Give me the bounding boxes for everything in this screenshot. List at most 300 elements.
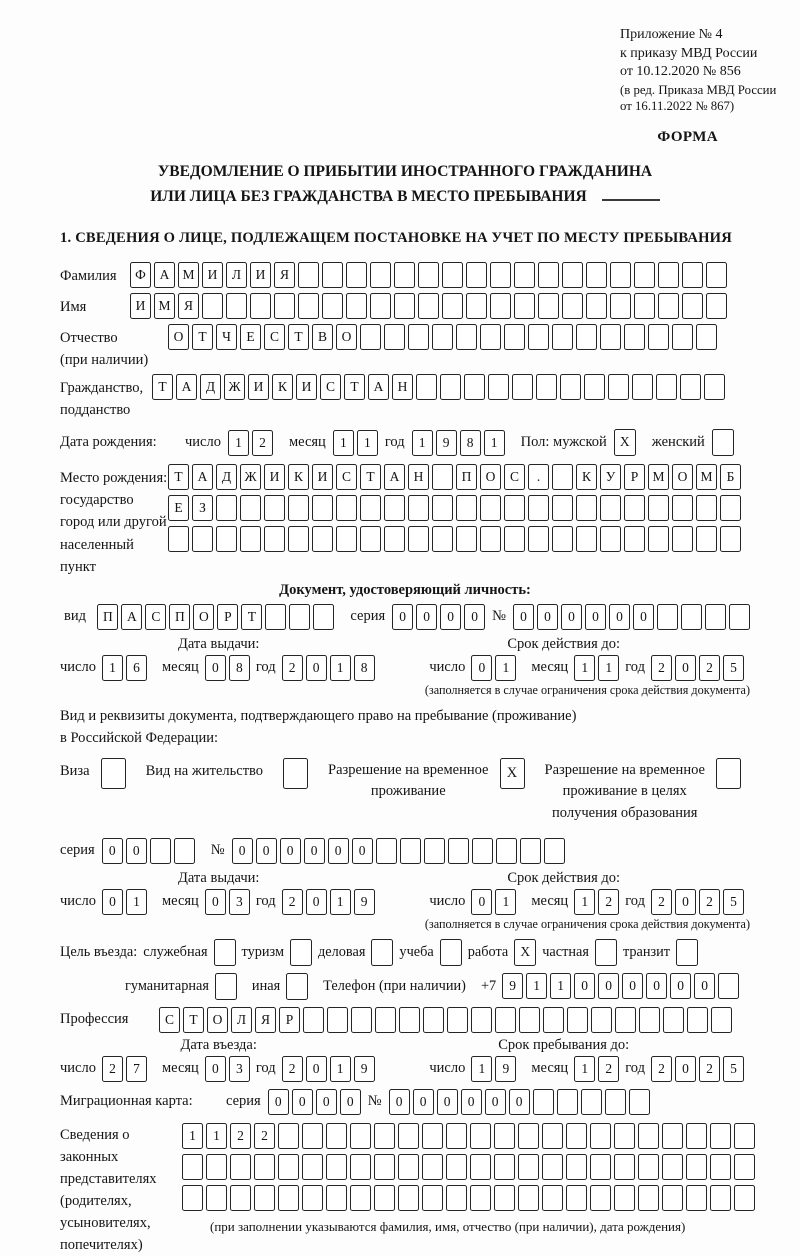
char-box: [398, 1185, 419, 1211]
char-box: Т: [288, 324, 309, 350]
profession-label: Профессия: [60, 1011, 129, 1028]
char-box: [504, 526, 525, 552]
char-box: 1: [102, 655, 123, 681]
permit-issue-month: [205, 889, 250, 915]
char-box: [327, 1007, 348, 1033]
char-box: 0: [280, 838, 301, 864]
char-box: [226, 293, 247, 319]
char-box: 1: [550, 973, 571, 999]
char-box: [605, 1089, 626, 1115]
char-box: 8: [229, 655, 250, 681]
char-box: [150, 838, 171, 864]
char-box: [518, 1123, 539, 1149]
char-box: [370, 262, 391, 288]
char-box: .: [528, 464, 549, 490]
stay-until-header: Срок пребывания до:: [498, 1036, 630, 1053]
char-box: [543, 1007, 564, 1033]
char-box: [472, 838, 493, 864]
char-box: 1: [330, 1056, 351, 1082]
purpose-label: Цель въезда:: [60, 943, 138, 960]
char-box: [418, 293, 439, 319]
char-box: О: [672, 464, 693, 490]
field-id-doc: [60, 604, 750, 630]
char-box: [639, 1007, 660, 1033]
char-box: [586, 262, 607, 288]
citizenship-boxes: [152, 374, 725, 400]
char-box: А: [192, 464, 213, 490]
char-box: [312, 495, 333, 521]
purpose-official-label: служебная: [143, 943, 208, 960]
char-box: [216, 526, 237, 552]
form-title: [60, 159, 750, 209]
char-box: [254, 1154, 275, 1180]
char-box: 1: [484, 430, 505, 456]
char-box: [552, 526, 573, 552]
char-box: [418, 262, 439, 288]
char-box: 2: [230, 1123, 251, 1149]
section-1-title: 1. СВЕДЕНИЯ О ЛИЦЕ, ПОДЛЕЖАЩЕМ ПОСТАНОВКЕ НА УЧЕТ ПО МЕСТУ ПРЕБЫВАНИЯ: [60, 230, 732, 247]
char-box: С: [504, 464, 525, 490]
char-box: 0: [292, 1089, 313, 1115]
id-doc-dates: Дата выдачи: число 1 6 месяц 0 8 год 2 0 1 8 Срок действия до: число 0 1 месяц 1 1 год 2 0 2 5: [60, 636, 750, 681]
char-box: 1: [228, 430, 249, 456]
entry-month: [205, 1056, 250, 1082]
purpose-business-checkbox: [371, 939, 393, 966]
char-box: [711, 1007, 732, 1033]
char-box: 0: [675, 889, 696, 915]
issue-date-header: Дата выдачи:: [177, 635, 260, 652]
birth-place-row3-boxes: [168, 526, 741, 552]
permit-type-row: [60, 758, 750, 825]
birth-day-boxes: [228, 430, 273, 456]
valid-until-header: Срок действия до:: [507, 635, 621, 652]
char-box: [298, 293, 319, 319]
char-box: [608, 374, 629, 400]
char-box: 0: [205, 889, 226, 915]
id-issue-year: [282, 655, 375, 681]
char-box: Б: [720, 464, 741, 490]
char-box: 0: [413, 1089, 434, 1115]
char-box: [182, 1154, 203, 1180]
char-box: Р: [624, 464, 645, 490]
annex-line: от 10.12.2020 № 856: [620, 64, 741, 80]
char-box: 3: [229, 1056, 250, 1082]
char-box: Н: [408, 464, 429, 490]
char-box: [720, 495, 741, 521]
char-box: А: [176, 374, 197, 400]
char-box: [706, 262, 727, 288]
char-box: [672, 526, 693, 552]
char-box: 2: [282, 1056, 303, 1082]
char-box: [734, 1185, 755, 1211]
char-box: [672, 495, 693, 521]
char-box: 9: [436, 430, 457, 456]
id-doc-header: Документ, удостоверяющий личность:: [279, 581, 531, 598]
char-box: С: [264, 324, 285, 350]
char-box: [710, 1185, 731, 1211]
char-box: [206, 1154, 227, 1180]
char-box: 1: [330, 655, 351, 681]
char-box: 2: [598, 1056, 619, 1082]
purpose-study-label: учеба: [399, 943, 434, 960]
patronymic-label: Отчество (при наличии): [60, 330, 149, 369]
given-name-boxes: [130, 293, 727, 319]
number-sign: №: [492, 608, 506, 625]
char-box: [538, 262, 559, 288]
char-box: 2: [102, 1056, 123, 1082]
char-box: [624, 526, 645, 552]
char-box: [206, 1185, 227, 1211]
char-box: 0: [670, 973, 691, 999]
char-box: [680, 374, 701, 400]
char-box: [495, 1007, 516, 1033]
char-box: 1: [574, 1056, 595, 1082]
char-box: [336, 526, 357, 552]
char-box: [536, 374, 557, 400]
char-box: [686, 1154, 707, 1180]
char-box: [734, 1123, 755, 1149]
char-box: И: [296, 374, 317, 400]
char-box: П: [456, 464, 477, 490]
char-box: [518, 1185, 539, 1211]
purpose-humanitarian-checkbox: [215, 973, 237, 1000]
char-box: [423, 1007, 444, 1033]
char-box: 2: [651, 1056, 672, 1082]
surname-label: Фамилия: [60, 268, 117, 285]
char-box: [174, 838, 195, 864]
char-box: 1: [495, 655, 516, 681]
year-label: год: [384, 434, 405, 451]
char-box: [657, 604, 678, 630]
char-box: [638, 1123, 659, 1149]
char-box: Е: [240, 324, 261, 350]
phone-prefix: +7: [480, 977, 497, 994]
birth-month-boxes: [333, 430, 378, 456]
birth-year-boxes: [412, 430, 505, 456]
char-box: К: [272, 374, 293, 400]
char-box: 0: [509, 1089, 530, 1115]
char-box: [322, 293, 343, 319]
char-box: [614, 1123, 635, 1149]
purpose-other-checkbox: [286, 973, 308, 1000]
char-box: 0: [306, 1056, 327, 1082]
sex-male-label: Пол: мужской: [520, 434, 607, 451]
visa-label: Виза: [60, 762, 90, 779]
char-box: [376, 838, 397, 864]
char-box: 1: [598, 655, 619, 681]
given-name-label: Имя: [60, 299, 87, 316]
char-box: 0: [306, 655, 327, 681]
char-box: [470, 1154, 491, 1180]
char-box: [374, 1123, 395, 1149]
permit-expiry-year: [651, 889, 744, 915]
char-box: [638, 1185, 659, 1211]
residence-doc-line2: в Российской Федерации:: [60, 730, 219, 747]
char-box: [240, 495, 261, 521]
residence-doc-line1: Вид и реквизиты документа, подтверждающего право на пребывание (проживание): [60, 707, 577, 724]
doc-type-label: вид: [64, 608, 86, 625]
char-box: [384, 495, 405, 521]
char-box: [312, 526, 333, 552]
purpose-tourism-label: туризм: [241, 943, 285, 960]
char-box: 8: [354, 655, 375, 681]
char-box: [422, 1185, 443, 1211]
sex-female-checkbox: [712, 429, 734, 456]
char-box: [729, 604, 750, 630]
char-box: [696, 495, 717, 521]
char-box: Д: [200, 374, 221, 400]
surname-boxes: [130, 262, 727, 288]
char-box: [264, 495, 285, 521]
field-migration-card: [60, 1089, 750, 1115]
char-box: [520, 838, 541, 864]
char-box: О: [480, 464, 501, 490]
char-box: Р: [279, 1007, 300, 1033]
char-box: [662, 1123, 683, 1149]
temp-residence-checkbox: X: [500, 758, 525, 789]
purpose-row-2: [125, 973, 750, 1000]
purpose-work-label: работа: [467, 943, 509, 960]
char-box: [182, 1185, 203, 1211]
char-box: [576, 324, 597, 350]
birth-place-row1-boxes: [168, 464, 741, 490]
char-box: [456, 526, 477, 552]
char-box: [480, 324, 501, 350]
char-box: [557, 1089, 578, 1115]
profession-boxes: [159, 1007, 732, 1033]
doc-type-boxes: [97, 604, 334, 630]
char-box: 0: [464, 604, 485, 630]
char-box: Д: [216, 464, 237, 490]
char-box: 0: [340, 1089, 361, 1115]
char-box: [624, 495, 645, 521]
char-box: [398, 1154, 419, 1180]
purpose-transit-label: транзит: [622, 943, 671, 960]
char-box: [456, 495, 477, 521]
expiry-note: (заполняется в случае ограничения срока действия документа): [424, 916, 750, 931]
char-box: [662, 1185, 683, 1211]
char-box: Н: [392, 374, 413, 400]
char-box: [600, 324, 621, 350]
char-box: Р: [217, 604, 238, 630]
char-box: 0: [598, 973, 619, 999]
purpose-official-checkbox: [214, 939, 236, 966]
char-box: 1: [206, 1123, 227, 1149]
representatives-row2-boxes: [182, 1154, 755, 1180]
char-box: [360, 495, 381, 521]
char-box: [552, 495, 573, 521]
char-box: [394, 262, 415, 288]
char-box: [480, 495, 501, 521]
char-box: [590, 1185, 611, 1211]
char-box: [288, 495, 309, 521]
char-box: 2: [254, 1123, 275, 1149]
char-box: [542, 1123, 563, 1149]
char-box: Е: [168, 495, 189, 521]
birth-place-label: Место рождения: государство город или другой населенный пункт: [60, 470, 168, 575]
char-box: [398, 1123, 419, 1149]
permit-series-boxes: [102, 838, 195, 864]
phone-label: Телефон (при наличии): [323, 977, 466, 994]
char-box: [696, 526, 717, 552]
temp-residence-label: Разрешение на временное проживание: [328, 761, 489, 800]
char-box: 0: [461, 1089, 482, 1115]
char-box: [576, 495, 597, 521]
char-box: 7: [126, 1056, 147, 1082]
char-box: [278, 1123, 299, 1149]
char-box: 9: [502, 973, 523, 999]
char-box: 6: [126, 655, 147, 681]
char-box: [687, 1007, 708, 1033]
char-box: [590, 1154, 611, 1180]
char-box: Я: [178, 293, 199, 319]
purpose-private-label: частная: [542, 943, 589, 960]
char-box: С: [320, 374, 341, 400]
char-box: [600, 526, 621, 552]
residence-permit-label: Вид на жительство: [145, 762, 264, 779]
char-box: 0: [256, 838, 277, 864]
char-box: [705, 604, 726, 630]
char-box: 1: [471, 1056, 492, 1082]
char-box: Ч: [216, 324, 237, 350]
char-box: 2: [282, 889, 303, 915]
char-box: [360, 324, 381, 350]
representatives-label: Сведения о законных представителях (родителях, усыновителях, попечителях): [60, 1126, 157, 1253]
char-box: К: [576, 464, 597, 490]
char-box: [686, 1123, 707, 1149]
series-label: серия: [60, 842, 95, 859]
temp-residence-edu-label: Разрешение на временное проживание в целях получения образования: [544, 761, 705, 822]
char-box: М: [154, 293, 175, 319]
char-box: 1: [333, 430, 354, 456]
id-expiry-year: [651, 655, 744, 681]
char-box: [274, 293, 295, 319]
char-box: [552, 324, 573, 350]
char-box: [672, 324, 693, 350]
char-box: [432, 324, 453, 350]
char-box: [192, 526, 213, 552]
char-box: 0: [622, 973, 643, 999]
char-box: [422, 1154, 443, 1180]
char-box: [533, 1089, 554, 1115]
char-box: 1: [357, 430, 378, 456]
char-box: [446, 1154, 467, 1180]
char-box: [682, 262, 703, 288]
char-box: [519, 1007, 540, 1033]
annex-block: [620, 26, 800, 115]
char-box: [351, 1007, 372, 1033]
sex-female-label: женский: [651, 434, 705, 451]
char-box: 0: [513, 604, 534, 630]
char-box: [326, 1185, 347, 1211]
char-box: 0: [126, 838, 147, 864]
permit-dates: Дата выдачи: число 0 1 месяц 0 3 год 2 0 1 9 Срок действия до: число 0 1 месяц 1 2 год 2 0 2 5: [60, 870, 750, 915]
char-box: Т: [183, 1007, 204, 1033]
char-box: 0: [485, 1089, 506, 1115]
char-box: [634, 262, 655, 288]
char-box: [538, 293, 559, 319]
char-box: 0: [561, 604, 582, 630]
birth-place-row2-boxes: [168, 495, 741, 521]
purpose-humanitarian-label: гуманитарная: [125, 977, 209, 994]
char-box: [384, 526, 405, 552]
char-box: [734, 1154, 755, 1180]
char-box: В: [312, 324, 333, 350]
number-sign: №: [210, 842, 225, 859]
char-box: [466, 262, 487, 288]
annex-line: Приложение № 4: [620, 27, 723, 42]
char-box: 0: [102, 889, 123, 915]
char-box: 9: [354, 889, 375, 915]
permit-number-boxes: [232, 838, 565, 864]
char-box: 0: [646, 973, 667, 999]
char-box: У: [600, 464, 621, 490]
char-box: [400, 838, 421, 864]
char-box: [656, 374, 677, 400]
id-issue-month: [205, 655, 250, 681]
char-box: [302, 1154, 323, 1180]
field-surname: [60, 262, 750, 288]
char-box: 0: [675, 655, 696, 681]
entry-day: [102, 1056, 147, 1082]
purpose-work-checkbox: X: [514, 939, 536, 966]
char-box: [313, 604, 334, 630]
char-box: 2: [651, 655, 672, 681]
char-box: И: [250, 262, 271, 288]
char-box: [466, 293, 487, 319]
char-box: [504, 495, 525, 521]
char-box: [615, 1007, 636, 1033]
char-box: [648, 324, 669, 350]
char-box: [590, 1123, 611, 1149]
char-box: И: [264, 464, 285, 490]
char-box: [374, 1185, 395, 1211]
char-box: [470, 1123, 491, 1149]
day-label: число: [185, 434, 221, 451]
char-box: С: [336, 464, 357, 490]
char-box: [504, 324, 525, 350]
char-box: 2: [699, 889, 720, 915]
char-box: [350, 1123, 371, 1149]
char-box: А: [121, 604, 142, 630]
representatives-note: (при заполнении указываются фамилия, имя, отчество (при наличии), дата рождения): [210, 1218, 686, 1234]
char-box: 0: [268, 1089, 289, 1115]
month-label: месяц: [288, 434, 326, 451]
char-box: [254, 1185, 275, 1211]
char-box: [490, 262, 511, 288]
char-box: 0: [440, 604, 461, 630]
char-box: [682, 293, 703, 319]
char-box: [566, 1123, 587, 1149]
char-box: [471, 1007, 492, 1033]
char-box: [456, 324, 477, 350]
char-box: И: [130, 293, 151, 319]
annex-amendment-line: от 16.11.2022 № 867): [620, 99, 735, 114]
series-label: серия: [350, 608, 386, 625]
expiry-note: (заполняется в случае ограничения срока действия документа): [424, 682, 750, 697]
char-box: [514, 293, 535, 319]
char-box: А: [368, 374, 389, 400]
char-box: [480, 526, 501, 552]
permit-expiry-month: [574, 889, 619, 915]
number-sign: №: [367, 1093, 382, 1110]
char-box: [370, 293, 391, 319]
char-box: Т: [152, 374, 173, 400]
field-profession: [60, 1007, 750, 1033]
char-box: 1: [182, 1123, 203, 1149]
char-box: 2: [699, 655, 720, 681]
char-box: 0: [232, 838, 253, 864]
